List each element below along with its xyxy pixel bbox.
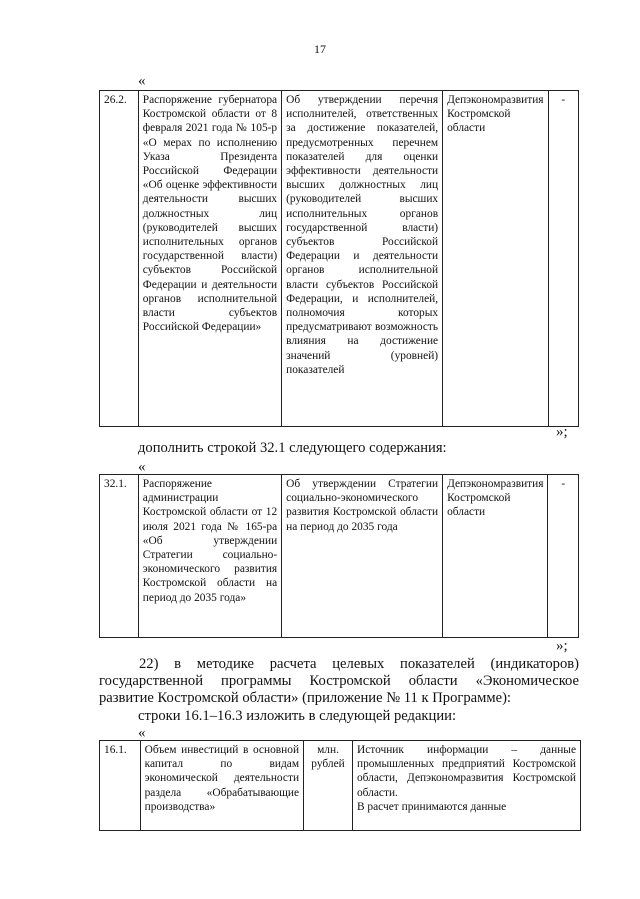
table-register-2 (99, 474, 579, 638)
open-quote-3: « (138, 725, 146, 741)
row-number: 26.2. (100, 91, 139, 427)
page-number: 17 (314, 42, 326, 56)
subject-cell: Об утверждении перечня исполнителей, ответственных за достижение показателей, предусмотренных перечнем показателей для оценки эффективности деятельности высших должностных лиц (руководителей высших исполнительных органов государственной власти) субъектов Российской Федерации и деятельности органов исполнительной власти субъектов Российской Федерации, и исполнителей, полномочия которых предусматривают возможность влияния на достижение значений (уровней) показателей (282, 91, 443, 427)
close-quote-1: »; (556, 424, 568, 440)
table-methodology (99, 740, 581, 831)
responsible-cell: Депэкономразвития Костромской области (443, 475, 548, 638)
close-quote-2: »; (556, 638, 568, 654)
source-text: Источник информации – данные промышленных предприятий Костромской области, Депэкономразвития Костромской области. (356, 744, 576, 799)
row-number: 32.1. (100, 475, 139, 638)
indicator-cell: Объем инвестиций в основной капитал по видам экономической деятельности раздела «Обрабатывающие производства» (140, 741, 303, 831)
unit-cell: млн. рублей (304, 741, 353, 831)
source-text-continued: В расчет принимаются данные (356, 800, 507, 813)
document-cell: Распоряжение администрации Костромской области от 12 июля 2021 года № 165-ра «Об утверждении Стратегии социально-экономического развития Костромской области на период до 2035 года» (138, 475, 281, 638)
document-cell: Распоряжение губернатора Костромской области от 8 февраля 2021 года № 105-р «О мерах по исполнению Указа Президента Российской Федерации «Об оценке эффективности деятельности высших должностных лиц (руководителей высших исполнительных органов государственной власти) субъектов Российской Федерации и деятельности органов исполнительной власти субъектов Российской Федерации» (138, 91, 281, 427)
extra-cell: - (548, 91, 578, 427)
row-number: 16.1. (100, 741, 141, 831)
extra-cell: - (548, 475, 579, 638)
open-quote-1: « (138, 73, 146, 89)
open-quote-2: « (138, 459, 146, 475)
table-register-1 (99, 90, 579, 427)
responsible-cell: Депэкономразвития Костромской области (443, 91, 548, 427)
subject-cell: Об утверждении Стратегии социально-экономического развития Костромской области на период до 2035 года (282, 475, 443, 638)
paragraph-rows: строки 16.1–16.3 изложить в следующей редакции: (138, 708, 457, 724)
table-row (100, 475, 579, 638)
table-row (100, 741, 581, 831)
paragraph-22: 22) в методике расчета целевых показателей (индикаторов) государственной программы Костромской области «Экономическое развитие Костромской области» (приложение № 11 к Программе): (99, 656, 579, 706)
source-cell (352, 741, 580, 831)
add-row-instruction: дополнить строкой 32.1 следующего содержания: (138, 440, 447, 456)
table-row (100, 91, 579, 427)
